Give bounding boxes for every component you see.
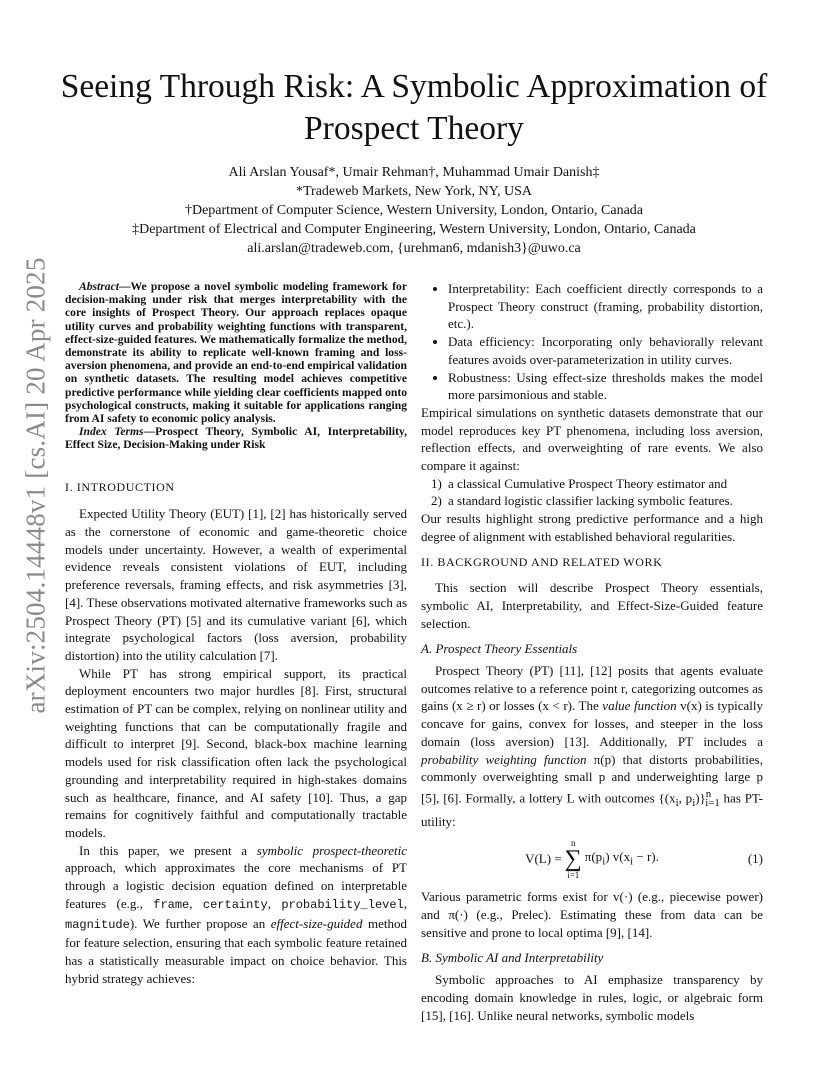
arxiv-stamp: arXiv:2504.14448v1 [cs.AI] 20 Apr 2025: [20, 256, 51, 714]
comparison-list: [421, 475, 763, 510]
equation-number: (1): [747, 851, 763, 867]
section-heading-introduction: I. INTRODUCTION: [65, 479, 175, 494]
subsection-heading-a: A. Prospect Theory Essentials: [421, 641, 578, 657]
equation-1: [421, 830, 763, 888]
feature-certainty: certainty: [202, 897, 268, 912]
left-column: [65, 280, 407, 987]
abstract-body: —We propose a novel symbolic modeling framework for decision-making under risk that merges interpretability with the core insights of Prospect Theory. Our approach replaces opaque utility curves and probability weighting functions with transparent, effect-size-guided features. We mathematically formalize the method, demonstrate its ability to replicate well-known framing and loss-aversion phenomena, and provide an end-to-end empirical validation on synthetic datasets. The resulting model achieves competitive predictive performance while yielding clear coefficients mapped onto psychological constructs, making it suitable for applications ranging from AI safety to economic policy analysis.: [65, 280, 407, 426]
list-item: • Data efficiency: Incorporating only behaviorally relevant features avoids over-parameterization in utility curves.: [448, 333, 763, 368]
symbolic-paragraph: Symbolic approaches to AI emphasize transparency by encoding domain knowledge in rules, logic, or algebraic form [15], [16]. Unlike neural networks, symbolic models: [421, 972, 763, 1023]
empirical-paragraph: Empirical simulations on synthetic datasets demonstrate that our model reproduces key PT phenomena, including loss aversion, reflection effects, and overweighting of rare events. We also compare it against:: [421, 404, 763, 474]
equation-lhs: V(L) =: [525, 851, 562, 867]
index-terms-label: Index Terms: [79, 425, 144, 439]
author-block: [60, 163, 768, 258]
affiliation-3: ‡Department of Electrical and Computer Engineering, Western University, London, Ontario, Canada: [132, 222, 696, 237]
index-terms-body: —Prospect Theory, Symbolic AI, Interpretability, Effect Size, Decision-Making under Risk: [65, 425, 407, 452]
author-emails: ali.arslan@tradeweb.com, {urehman6, mdanish3}@uwo.ca: [247, 241, 581, 256]
paper-title: Seeing Through Risk: A Symbolic Approximation of Prospect Theory: [60, 68, 768, 147]
intro-paragraph-1: Expected Utility Theory (EUT) [1], [2] has historically served as the cornerstone of economic and game-theoretic choice models under uncertainty. However, a wealth of experimental evidence reveals consistent violations of EUT, including preference reversals, framing effects, and risk asymmetries [3], [4]. These observations motivated alternative frameworks such as Prospect Theory (PT) [5] and its cumulative variant [6], which integrate psychological factors (loss aversion, probability distortion) into the utility calculation [7].: [65, 506, 407, 663]
list-item: 2) a standard logistic classifier lacking symbolic features.: [431, 493, 733, 509]
list-item: • Robustness: Using effect-size thresholds makes the model more parsimonious and stable.: [448, 369, 763, 404]
prospect-theory-paragraph: Prospect Theory (PT) [11], [12] posits that agents evaluate outcomes relative to a reference point r, categorizing outcomes as gains (x ≥ r) or losses (x < r). The value function v(x) is typically concave for gains, convex for losses, and steeper in the loss domain (loss aversion) [13]. Additionally, PT includes a probability weighting function π(p) that distorts probabilities, commonly overweighting small p and underweighting large p [5], [6]. Formally, a lottery L with outcomes {($x_i$, $p_i)\}^n_{i=1}$ has PT-utility:: [421, 663, 764, 829]
list-item: 1) a classical Cumulative Prospect Theory estimator and: [431, 475, 728, 491]
abstract-label: Abstract: [79, 280, 119, 293]
right-column: [421, 280, 763, 1024]
parametric-paragraph: Various parametric forms exist for v(·) (e.g., piecewise power) and π(·) (e.g., Prelec). Estimating these from data can be sensitive and prone to local optima [9], [14].: [421, 889, 763, 940]
intro-paragraph-3: In this paper, we present a symbolic prospect-theoretic approach, which approximates the core mechanisms of PT through a logistic decision equation defined on interpretable features (e.g., frame, certainty, probability_level, magnitude). We further propose an effect-size-guided method for feature selection, ensuring that each symbolic feature retained has a statistically measurable impact on choice behavior. This hybrid strategy achieves:: [65, 842, 408, 986]
feature-magnitude: magnitude: [65, 917, 130, 932]
intro-paragraph-2: While PT has strong empirical support, its practical deployment encounters two major hurdles [8]. First, structural estimation of PT can be complex, relying on nonlinear utility and weighting functions that can be computationally fragile and difficult to interpret [9]. Second, black-box machine learning models used for risk classification often lack the psychological grounding and interpretability required in high-stakes domains such as healthcare, finance, and AI safety [10]. Thus, a gap remains for cognitively faithful and computationally tractable models.: [65, 665, 407, 840]
section-heading-background: II. BACKGROUND AND RELATED WORK: [421, 554, 663, 569]
authors-line: Ali Arslan Yousaf*, Umair Rehman†, Muhammad Umair Danish‡: [228, 165, 600, 180]
index-terms: [65, 425, 407, 451]
affiliation-1: *Tradeweb Markets, New York, NY, USA: [295, 184, 533, 199]
subsection-heading-b: B. Symbolic AI and Interpretability: [421, 950, 604, 966]
background-paragraph: This section will describe Prospect Theory essentials, symbolic AI, Interpretability, and Effect-Size-Guided feature selection.: [421, 580, 763, 631]
contribution-list: [421, 280, 763, 404]
feature-frame: frame: [153, 897, 190, 912]
affiliation-2: †Department of Computer Science, Western University, London, Ontario, Canada: [184, 203, 644, 218]
results-paragraph: Our results highlight strong predictive performance and a high degree of alignment with established behavioral regularities.: [421, 511, 763, 544]
abstract: [65, 280, 407, 425]
feature-probability-level: probability_level: [281, 897, 404, 912]
summation-symbol: n ∑ i=1: [564, 838, 582, 881]
list-item: • Interpretability: Each coefficient directly corresponds to a Prospect Theory construct (framing, probability distortion, etc.).: [448, 280, 763, 333]
equation-rhs: $\pi(p_i) v(x_i - r)$.: [584, 848, 659, 868]
